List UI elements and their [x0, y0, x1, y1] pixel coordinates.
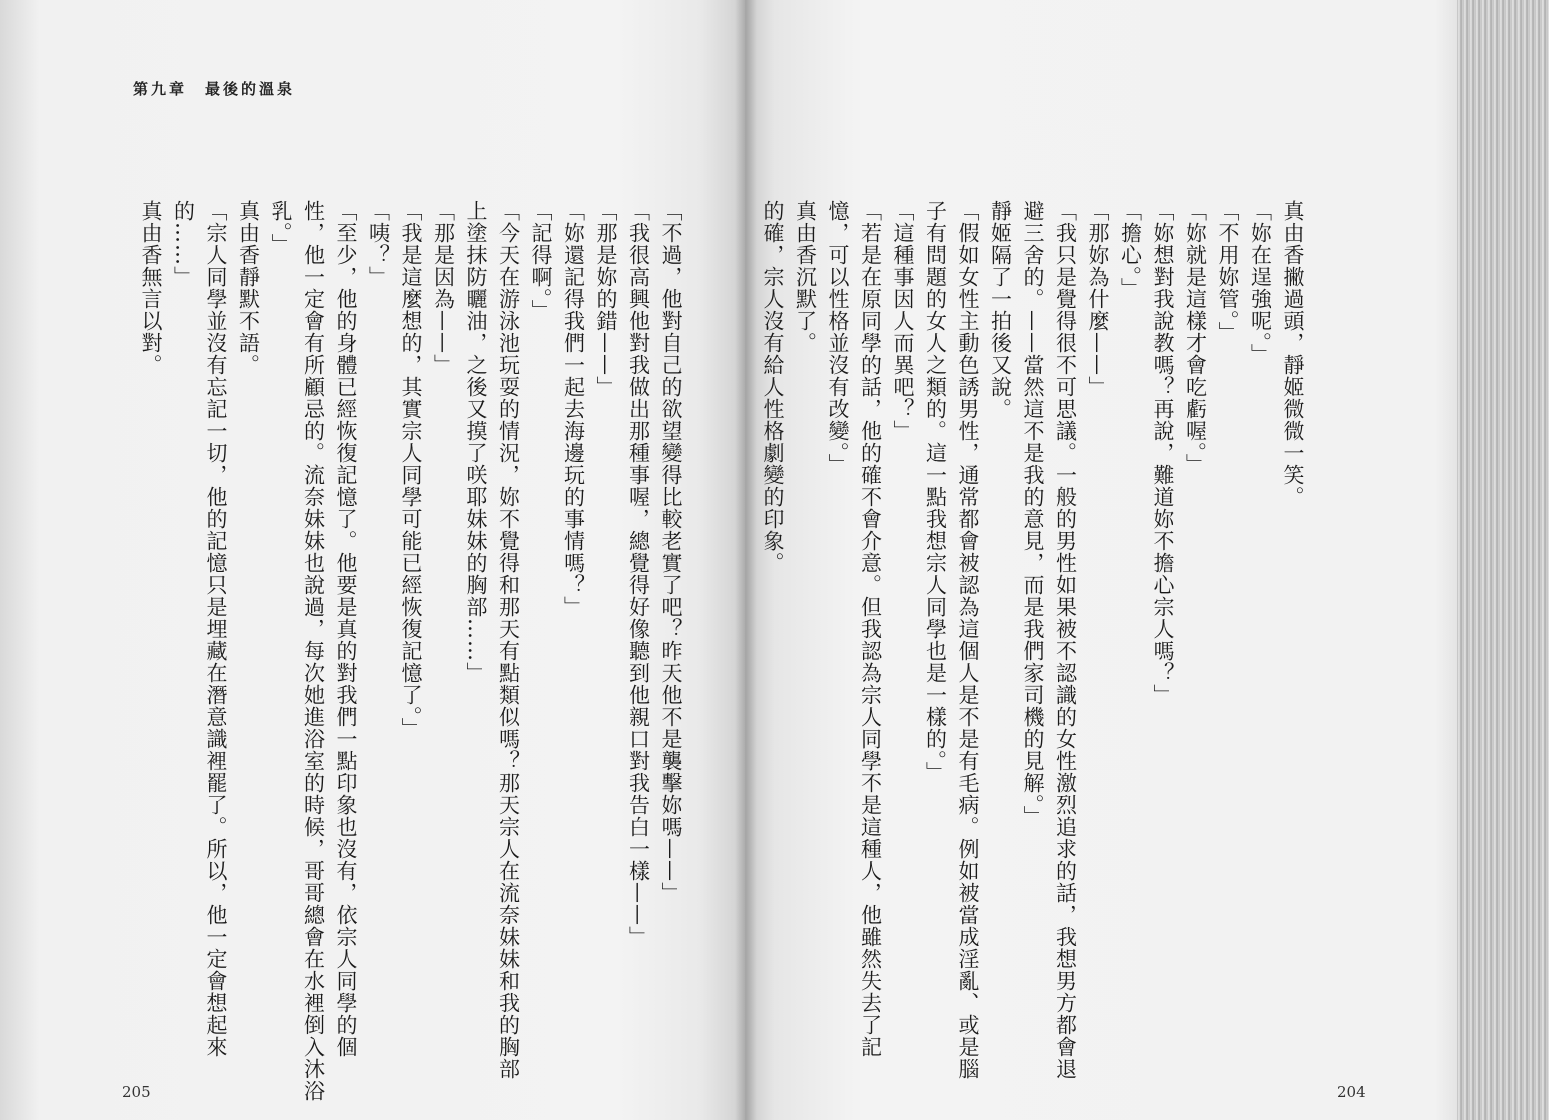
text-line: 「我很高興他對我做出那種事喔，總覺得好像聽到他親口對我告白一樣——」 — [626, 200, 651, 948]
text-line: 「我是這麼想的，其實宗人同學可能已經恢復記憶了。」 — [399, 200, 423, 740]
right-page — [745, 0, 1457, 1120]
text-line: 「妳還記得我們一起去海邊玩的事情嗎？」 — [561, 200, 586, 618]
text-line: 「咦？」 — [366, 200, 391, 288]
text-line: 「不用妳管。」 — [1216, 200, 1240, 344]
text-line: 真由香沉默了。 — [793, 200, 818, 354]
text-line: 的……」 — [171, 200, 196, 288]
text-line: 「宗人同學並沒有忘記一切，他的記憶只是埋藏在潛意識裡罷了。所以，他一定會想起來 — [204, 200, 228, 1058]
text-line: 「若是在原同學的話，他的確不會介意。但我認為宗人同學不是這種人，他雖然失去了記 — [858, 200, 883, 1058]
text-line: 「妳就是這樣才會吃虧喔。」 — [1183, 200, 1208, 476]
text-line: 乳。」 — [269, 200, 293, 256]
right-body-text — [757, 200, 1310, 1080]
text-line: 「妳在逞強呢。」 — [1248, 200, 1273, 366]
text-line: 「那妳為什麼——」 — [1086, 200, 1110, 398]
text-line: 「那是妳的錯——」 — [594, 200, 618, 398]
text-line: 「妳想對我說教嗎？再說，難道妳不擔心宗人嗎？」 — [1151, 200, 1175, 706]
text-line: 真由香撇過頭，靜姬微微一笑。 — [1281, 200, 1305, 508]
text-line: 「我只是覺得很不可思議。一般的男性如果被不認識的女性激烈追求的話，我想男方都會退 — [1053, 200, 1078, 1080]
text-line: 「不過，他對自己的欲望變得比較老實了吧？昨天他不是襲擊妳嗎——」 — [659, 200, 683, 904]
text-line: 避三舍的。——當然這不是我的意見，而是我們家司機的見解。」 — [1021, 200, 1045, 828]
book-spine-shadow — [735, 0, 757, 1120]
text-line: 憶，可以性格並沒有改變。」 — [826, 200, 850, 476]
text-line: 性，他一定會有所顧忌的。流奈妹妹也說過，每次她進浴室的時候，哥哥總會在水裡倒入沐浴 — [301, 200, 326, 1102]
page-number-right: 204 — [1337, 1083, 1366, 1101]
text-line: 「今天在游泳池玩耍的情況，妳不覺得和那天有點類似嗎？那天宗人在流奈妹妹和我的胸部 — [496, 200, 521, 1080]
text-line: 靜姬隔了一拍後又說。 — [988, 200, 1013, 420]
text-line: 子有問題的女人之類的。這一點我想宗人同學也是一樣的。」 — [923, 200, 948, 784]
text-line: 上塗抹防曬油，之後又摸了咲耶妹妹的胸部……」 — [464, 200, 488, 684]
text-line: 「那是因為——」 — [431, 200, 456, 376]
left-page — [0, 0, 745, 1120]
running-head: 第九章 最後的溫泉 — [133, 80, 296, 98]
bleed-through-text — [563, 140, 595, 160]
text-line: 「假如女性主動色誘男性，通常都會被認為這個人是不是有毛病。例如被當成淫亂、或是腦 — [956, 200, 980, 1080]
text-line: 「至少，他的身體已經恢復記憶了。他要是真的對我們一點印象也沒有，依宗人同學的個 — [334, 200, 358, 1058]
page-number-left: 205 — [122, 1083, 151, 1101]
text-line: 「這種事因人而異吧？」 — [891, 200, 915, 442]
text-line: 真由香靜默不語。 — [236, 200, 261, 376]
text-line: 「擔心。」 — [1118, 200, 1143, 300]
text-line: 真由香無言以對。 — [139, 200, 163, 376]
text-line: 的確，宗人沒有給人性格劇變的印象。 — [761, 200, 785, 574]
page-edges — [1457, 0, 1549, 1120]
text-line: 「記得啊。」 — [529, 200, 553, 322]
